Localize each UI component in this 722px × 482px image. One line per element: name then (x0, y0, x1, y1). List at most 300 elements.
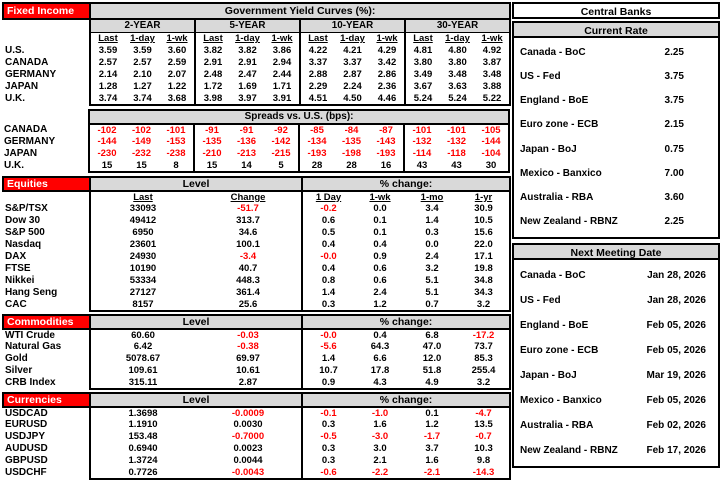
value-cell: -14.3 (458, 467, 510, 479)
spreads-table (2, 109, 510, 173)
value-cell: 28 (299, 160, 334, 172)
value-cell: 1.3698 (90, 407, 195, 419)
row-label: GERMANY (5, 69, 57, 80)
value-cell: 53334 (90, 275, 195, 287)
value-cell: 16 (369, 160, 404, 172)
value-cell: 0.0023 (233, 443, 263, 454)
column-header: Last (300, 33, 335, 45)
column-header: 1-day (130, 33, 155, 45)
value-cell: 2.14 (90, 69, 125, 81)
value-cell: 0.6 (373, 275, 387, 286)
row-label: Silver (5, 365, 33, 376)
list-item (514, 420, 718, 432)
value-cell: 0.7 (406, 299, 458, 311)
value-cell: 3.88 (475, 81, 510, 93)
value-cell: 15 (124, 160, 159, 172)
value-cell: -104 (474, 148, 509, 160)
value-cell: -2.1 (406, 467, 458, 479)
value-cell: 3.98 (195, 93, 230, 105)
value-cell: 6.6 (373, 353, 387, 364)
value-cell: 4.21 (343, 45, 362, 56)
value-cell: -105 (474, 124, 509, 136)
equities-column-headers-row (3, 191, 510, 203)
value-cell: -0.03 (237, 329, 259, 341)
row-label: JAPAN (5, 81, 39, 92)
value-cell: 30.9 (458, 203, 510, 215)
value-cell: -0.2 (302, 203, 354, 215)
yield-column-headers-row (3, 33, 510, 45)
value-cell: 2.47 (238, 69, 257, 80)
list-item (514, 168, 718, 180)
value-cell: -92 (274, 124, 288, 136)
value-cell: -142 (271, 136, 291, 147)
row-label: Gold (5, 353, 28, 364)
current-rate-list (512, 38, 720, 239)
bank-name: Japan - BoJ (520, 143, 577, 155)
value-cell: 2.94 (272, 57, 292, 68)
list-item (514, 345, 718, 357)
bank-name: Mexico - Banxico (520, 394, 602, 406)
row-label: USDJPY (5, 431, 46, 442)
value-cell: 22.0 (458, 239, 510, 251)
value-cell: 8 (159, 160, 194, 172)
value-cell: 0.4 (373, 239, 387, 250)
value-cell: 10.61 (236, 365, 260, 376)
row-label: S&P/TSX (5, 203, 48, 214)
value-cell: 4.22 (300, 45, 335, 57)
value-cell: 0.3 (302, 299, 354, 311)
bank-value: 3.60 (664, 191, 684, 203)
value-cell: -0.6 (302, 467, 354, 479)
value-cell: 73.7 (458, 341, 510, 353)
value-cell: 0.0 (425, 239, 439, 250)
value-cell: 3.4 (425, 203, 439, 214)
value-cell: -132 (404, 136, 439, 148)
value-cell: 4.29 (377, 45, 397, 56)
value-cell: 3.37 (343, 57, 362, 68)
value-cell: 2.91 (195, 57, 230, 69)
value-cell: 313.7 (236, 215, 260, 226)
value-cell: 4.46 (370, 93, 405, 105)
value-cell: 2.10 (133, 69, 152, 80)
list-item (514, 395, 718, 407)
row-label: U.S. (5, 45, 25, 56)
spreads-header-row (2, 110, 509, 124)
value-cell: 2.24 (343, 81, 362, 92)
table-row (3, 377, 510, 389)
value-cell: 4.9 (406, 377, 458, 389)
currencies-level-header: Level (90, 393, 302, 407)
value-cell: 3.63 (448, 81, 467, 92)
value-cell: -1.0 (371, 407, 389, 419)
next-meeting-header: Next Meeting Date (512, 243, 720, 260)
value-cell: 0.3 (302, 455, 354, 467)
column-header-change: Change (230, 191, 266, 203)
value-cell: 23601 (90, 239, 195, 251)
row-label: CANADA (4, 124, 48, 135)
row-label: Nikkei (5, 275, 35, 286)
value-cell: 0.6 (373, 263, 387, 274)
value-cell: 1.71 (272, 81, 292, 92)
column-header: 1-wk (166, 33, 188, 45)
value-cell: 4.81 (405, 45, 440, 57)
table-row (3, 81, 510, 93)
table-row (3, 69, 510, 81)
bank-name: England - BoE (520, 95, 589, 107)
value-cell: 2.57 (90, 57, 125, 69)
value-cell: 6.42 (90, 341, 195, 353)
value-cell: -85 (299, 124, 334, 136)
value-cell: 6950 (90, 227, 195, 239)
value-cell: 4.51 (300, 93, 335, 105)
value-cell: -136 (236, 136, 256, 147)
maturity-header: 10-YEAR (300, 19, 405, 33)
equities-header-row (3, 177, 510, 191)
table-row (3, 443, 510, 455)
value-cell: 0.6 (302, 215, 354, 227)
value-cell: -135 (194, 136, 229, 148)
equities-pct-header: % change: (302, 177, 510, 191)
value-cell: 3.7 (425, 443, 439, 454)
fixed-income-header-row (3, 3, 510, 19)
column-header-1day: 1 Day (302, 191, 354, 203)
value-cell: 0.0 (373, 203, 387, 214)
list-item (514, 295, 718, 307)
bank-value: 3.75 (664, 95, 684, 107)
value-cell: 2.4 (425, 251, 439, 262)
value-cell: 3.91 (265, 93, 300, 105)
value-cell: 1.6 (373, 419, 387, 430)
list-item (514, 320, 718, 332)
row-label: EURUSD (5, 419, 48, 430)
table-row (3, 455, 510, 467)
value-cell: -0.7000 (231, 431, 265, 442)
value-cell: 25.6 (195, 299, 302, 311)
central-banks-panel (512, 2, 720, 480)
value-cell: 5.22 (475, 93, 510, 105)
value-cell: 2.4 (373, 287, 387, 298)
table-row (3, 365, 510, 377)
value-cell: -144 (474, 136, 509, 148)
bank-value: 3.75 (664, 71, 684, 83)
value-cell: 4.80 (448, 45, 467, 56)
value-cell: 315.11 (90, 377, 195, 389)
value-cell: 64.3 (370, 341, 390, 352)
value-cell: 3.59 (90, 45, 125, 57)
value-cell: 85.3 (458, 353, 510, 365)
value-cell: 3.2 (458, 299, 510, 311)
current-rate-header: Current Rate (512, 21, 720, 38)
bank-name: Australia - RBA (520, 419, 594, 431)
value-cell: 2.59 (167, 57, 187, 68)
value-cell: -230 (89, 148, 124, 160)
value-cell: 3.87 (475, 57, 510, 69)
value-cell: -101 (166, 124, 186, 136)
list-item (514, 144, 718, 156)
value-cell: -210 (194, 148, 229, 160)
value-cell: 43 (439, 160, 474, 172)
value-cell: 1.22 (167, 81, 187, 92)
bank-value: 2.15 (664, 119, 684, 131)
equities-level-header: Level (90, 177, 302, 191)
row-label: CRB Index (5, 377, 56, 388)
equities-table (2, 176, 511, 312)
table-row (3, 227, 510, 239)
value-cell: 10190 (90, 263, 195, 275)
bank-name: Canada - BoC (520, 47, 586, 59)
value-cell: 5.24 (440, 93, 475, 105)
bank-value: Feb 05, 2026 (646, 394, 706, 406)
maturity-header: 2-YEAR (90, 19, 195, 33)
value-cell: 3.60 (167, 45, 187, 56)
column-header: 1-day (340, 33, 365, 45)
list-item (514, 95, 718, 107)
value-cell: 3.80 (405, 57, 440, 69)
value-cell: 5.24 (405, 93, 440, 105)
value-cell: 1.4 (302, 287, 354, 299)
value-cell: 47.0 (422, 341, 442, 352)
value-cell: 2.57 (133, 57, 152, 68)
bank-name: Canada - BoC (520, 269, 586, 281)
row-label: GERMANY (4, 136, 56, 147)
table-row (3, 251, 510, 263)
value-cell: -4.7 (458, 407, 510, 419)
bank-value: 2.25 (664, 47, 684, 59)
row-label: GBPUSD (5, 455, 48, 466)
value-cell: -51.7 (237, 203, 259, 214)
list-item (514, 119, 718, 131)
value-cell: 0.1 (373, 215, 387, 226)
value-cell: -213 (236, 148, 256, 159)
value-cell: 14 (229, 160, 264, 172)
section-header-equities: Equities (3, 177, 90, 191)
table-row (3, 419, 510, 431)
value-cell: -134 (299, 136, 334, 148)
value-cell: 2.48 (195, 69, 230, 81)
bank-value: Mar 19, 2026 (646, 369, 706, 381)
value-cell: 3.2 (425, 263, 439, 274)
value-cell: 1.27 (133, 81, 152, 92)
value-cell: 34.8 (458, 275, 510, 287)
value-cell: -3.4 (239, 251, 257, 262)
value-cell: 2.86 (377, 69, 397, 80)
value-cell: 17.1 (458, 251, 510, 263)
row-label: Nasdaq (5, 239, 42, 250)
row-label: CAC (5, 299, 27, 310)
value-cell: -198 (341, 148, 361, 159)
value-cell: -84 (344, 124, 359, 136)
value-cell: 34.3 (458, 287, 510, 299)
value-cell: -193 (299, 148, 334, 160)
bank-name: Euro zone - ECB (520, 344, 599, 356)
value-cell: 361.4 (236, 287, 260, 298)
maturity-header-row (3, 19, 510, 33)
table-row (3, 299, 510, 311)
corner-cell (3, 19, 90, 33)
value-cell: 24930 (90, 251, 195, 263)
currencies-table (2, 392, 511, 480)
bank-value: Jan 28, 2026 (647, 294, 706, 306)
table-row (3, 93, 510, 105)
value-cell: 2.29 (300, 81, 335, 93)
value-cell: 3.67 (405, 81, 440, 93)
value-cell: 2.87 (343, 69, 362, 80)
row-label: USDCHF (5, 467, 47, 478)
value-cell: 3.0 (373, 443, 387, 454)
list-item (514, 71, 718, 83)
value-cell: 0.4 (302, 239, 354, 251)
section-header-commodities: Commodities (3, 315, 90, 329)
row-label: U.K. (5, 93, 25, 104)
value-cell: 0.7726 (90, 467, 195, 479)
value-cell: 43 (404, 160, 439, 172)
table-row (3, 215, 510, 227)
table-row (3, 239, 510, 251)
value-cell: 0.9 (302, 377, 354, 389)
bank-value: Feb 02, 2026 (646, 419, 706, 431)
value-cell: 1.4 (425, 215, 439, 226)
value-cell: 10.3 (458, 443, 510, 455)
commodities-table (2, 314, 511, 390)
value-cell: 33093 (90, 203, 195, 215)
value-cell: -118 (447, 148, 466, 159)
table-row (2, 136, 509, 148)
value-cell: -238 (166, 148, 186, 159)
row-label: Natural Gas (5, 341, 62, 352)
row-label: S&P 500 (5, 227, 45, 238)
maturity-header: 30-YEAR (405, 19, 510, 33)
value-cell: 2.44 (272, 69, 292, 80)
column-header: 1-day (445, 33, 470, 45)
value-cell: 17.8 (370, 365, 390, 376)
value-cell: 34.6 (238, 227, 258, 238)
table-row (3, 45, 510, 57)
row-label: CANADA (5, 57, 49, 68)
commodities-pct-header: % change: (302, 315, 510, 329)
bank-name: Euro zone - ECB (520, 119, 599, 131)
value-cell: -91 (239, 124, 254, 136)
central-banks-header: Central Banks (512, 2, 720, 19)
value-cell: 1.1910 (90, 419, 195, 431)
value-cell: 3.37 (300, 57, 335, 69)
table-row (3, 203, 510, 215)
table-row (3, 407, 510, 419)
value-cell: 15.6 (458, 227, 510, 239)
value-cell: 13.5 (458, 419, 510, 431)
corner-cell (3, 33, 90, 45)
row-label: FTSE (5, 263, 31, 274)
table-row (2, 160, 509, 172)
value-cell: 3.59 (133, 45, 152, 56)
bank-value: 0.75 (664, 143, 684, 155)
bank-name: US - Fed (520, 294, 561, 306)
bank-value: Feb 05, 2026 (646, 344, 706, 356)
value-cell: 255.4 (458, 365, 510, 377)
value-cell: 0.6940 (90, 443, 195, 455)
value-cell: 0.1 (425, 407, 439, 419)
value-cell: 2.07 (167, 69, 187, 80)
value-cell: 109.61 (90, 365, 195, 377)
value-cell: -1.7 (423, 431, 441, 442)
row-label: Hang Seng (5, 287, 58, 298)
value-cell: 448.3 (236, 275, 260, 286)
value-cell: 0.1 (373, 227, 387, 238)
maturity-header: 5-YEAR (195, 19, 300, 33)
value-cell: 2.87 (195, 377, 302, 389)
currencies-header-row (3, 393, 510, 407)
value-cell: 153.48 (90, 431, 195, 443)
value-cell: -143 (376, 136, 396, 147)
value-cell: 0.3 (302, 419, 354, 431)
value-cell: 2.88 (300, 69, 335, 81)
table-row (2, 124, 509, 136)
commodities-header-row (3, 315, 510, 329)
value-cell: 51.8 (422, 365, 442, 376)
currencies-pct-header: % change: (302, 393, 510, 407)
value-cell: 0.4 (373, 329, 387, 341)
table-row (3, 263, 510, 275)
value-cell: -232 (131, 148, 151, 159)
value-cell: -0.0009 (231, 407, 265, 419)
value-cell: -149 (131, 136, 151, 147)
value-cell: 40.7 (238, 263, 258, 274)
value-cell: 15 (89, 160, 124, 172)
column-header: Last (90, 33, 125, 45)
value-cell: 3.74 (90, 93, 125, 105)
column-header-1wk: 1-wk (369, 191, 391, 203)
table-row (3, 431, 510, 443)
row-label: U.K. (4, 160, 24, 171)
value-cell: -0.0043 (195, 467, 302, 479)
row-label: AUDUSD (5, 443, 48, 454)
value-cell: 5 (264, 160, 299, 172)
value-cell: -101 (404, 124, 439, 136)
value-cell: -0.1 (302, 407, 354, 419)
value-cell: -0.7 (458, 431, 510, 443)
value-cell: 3.82 (238, 45, 257, 56)
value-cell: 4.92 (475, 45, 510, 57)
value-cell: -144 (89, 136, 124, 148)
value-cell: -132 (446, 136, 466, 147)
list-item (514, 192, 718, 204)
value-cell: 5.1 (425, 275, 439, 286)
value-cell: 2.36 (377, 81, 397, 92)
bank-name: Australia - RBA (520, 191, 594, 203)
column-header: 1-wk (475, 33, 510, 45)
value-cell: -101 (446, 124, 466, 136)
value-cell: 1.2 (354, 299, 406, 311)
row-label: DAX (5, 251, 27, 262)
value-cell: 1.2 (425, 419, 439, 430)
bank-value: Feb 05, 2026 (646, 319, 706, 331)
value-cell: -114 (404, 148, 439, 160)
value-cell: -153 (166, 136, 186, 147)
value-cell: 3.68 (160, 93, 195, 105)
bank-name: New Zealand - RBNZ (520, 444, 618, 456)
yield-curves-title: Government Yield Curves (%): (90, 3, 510, 19)
value-cell: -0.0 (302, 329, 354, 341)
value-cell: 9.8 (458, 455, 510, 467)
list-item (514, 216, 718, 228)
fixed-income-yield-table (2, 2, 511, 106)
value-cell: -17.2 (458, 329, 510, 341)
value-cell: 5.1 (425, 287, 439, 298)
table-row (3, 287, 510, 299)
section-header-fixed-income: Fixed Income (3, 3, 90, 19)
value-cell: 10.7 (302, 365, 354, 377)
value-cell: 3.74 (125, 93, 160, 105)
bank-name: New Zealand - RBNZ (520, 215, 618, 227)
